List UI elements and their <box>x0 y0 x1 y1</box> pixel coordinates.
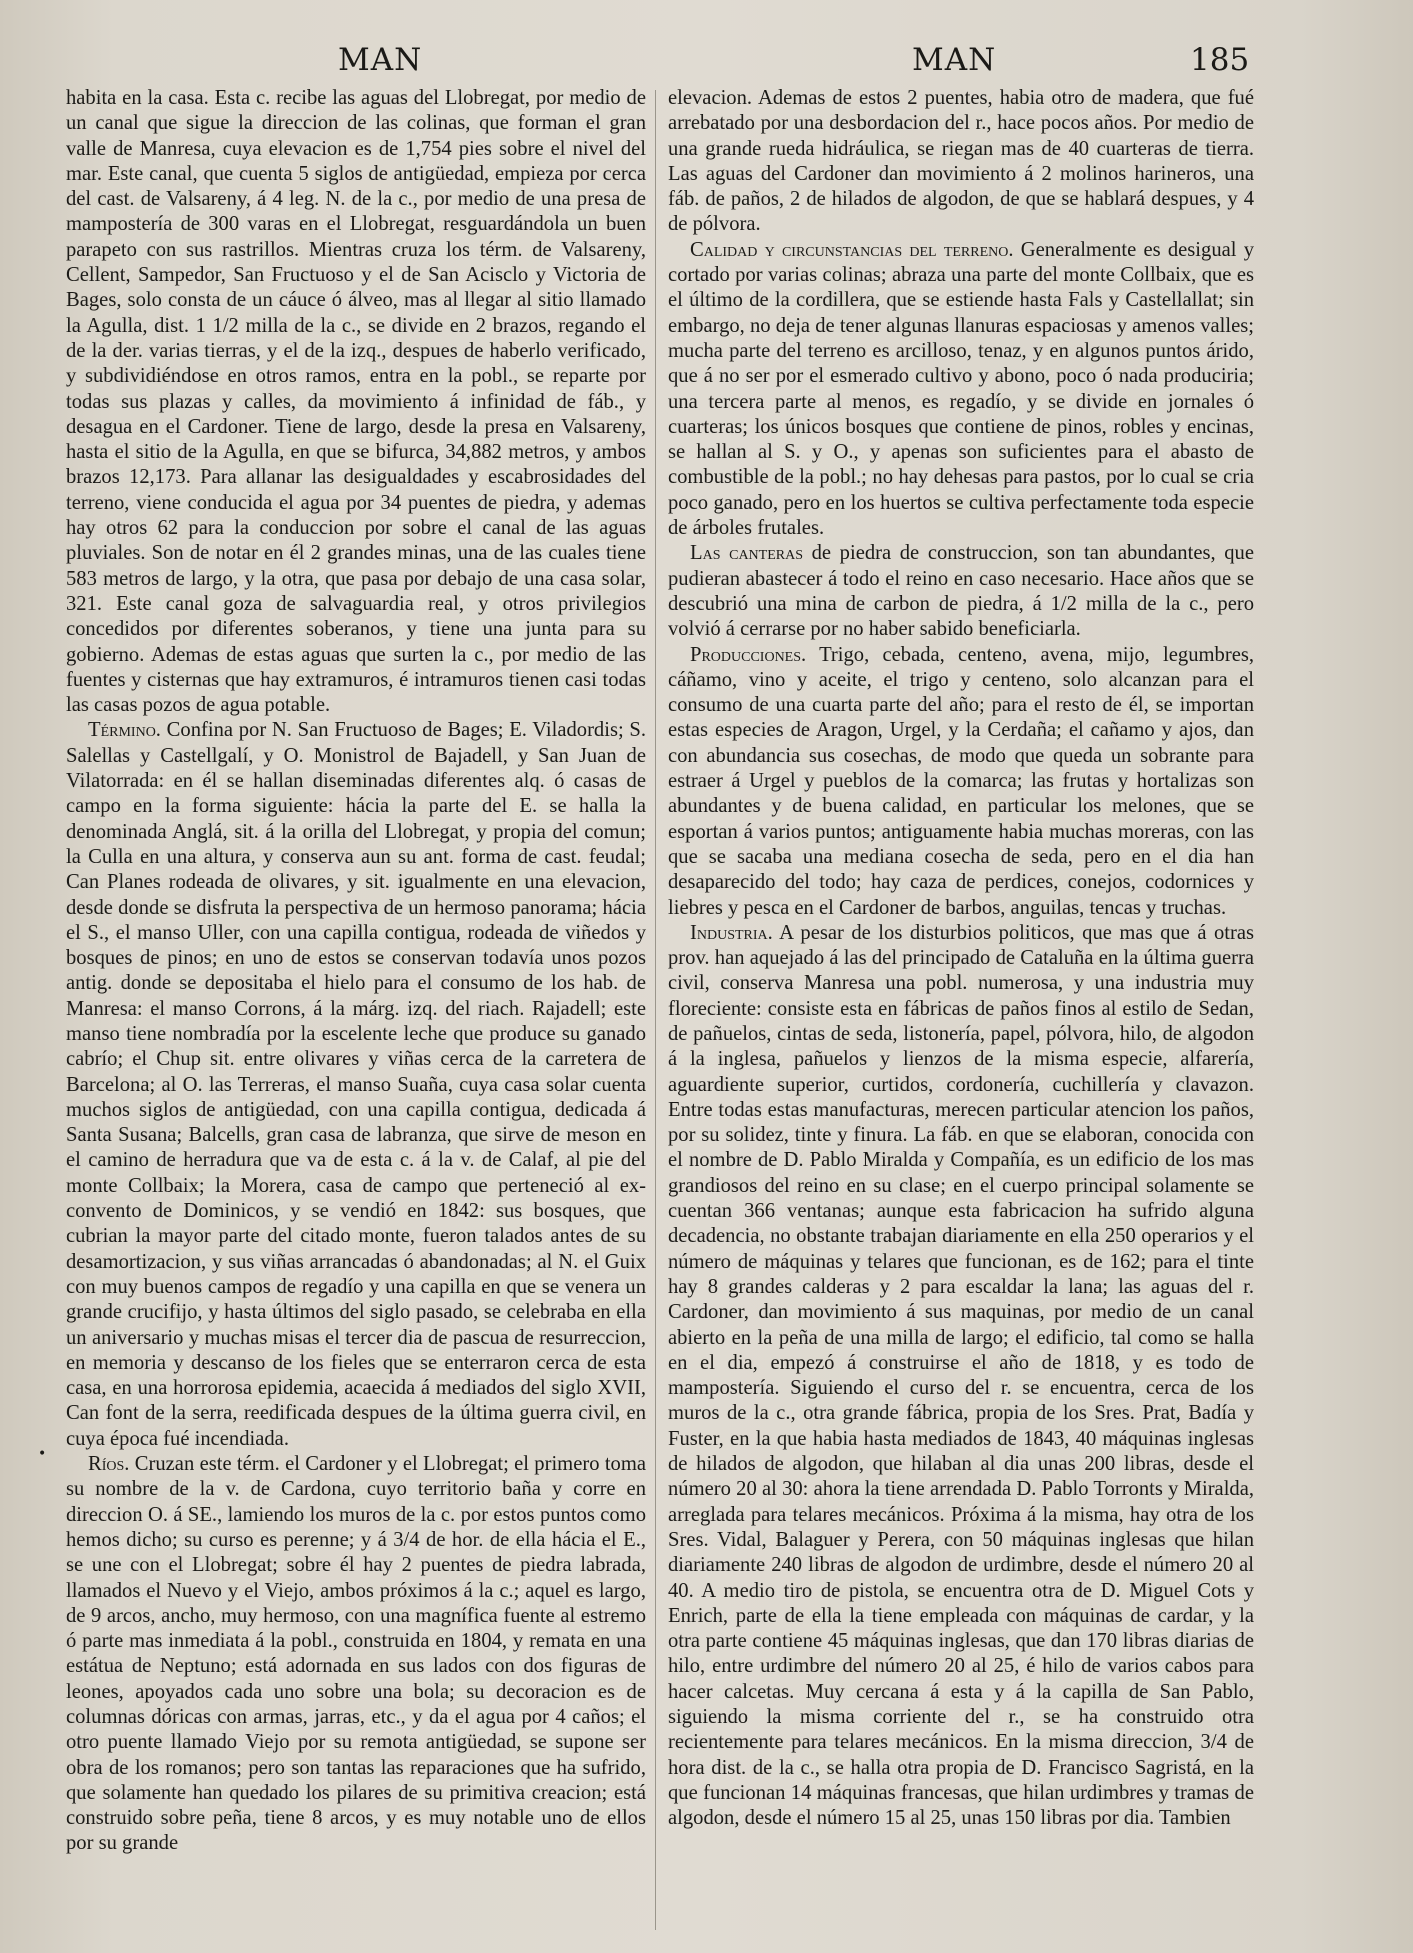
right-column <box>668 86 1254 1936</box>
section-label-termino: Término. <box>88 719 161 742</box>
paragraph-puentes: elevacion. Ademas de estos 2 puentes, habia otro de madera, que fué arrebatado por una desbordacion del r., hace pocos años. Por medio de una grande rueda hidráulica, se riegan mas de 40 cuarteras de tierra. Las aguas del Cardoner dan movimiento á 2 molinos harineros, una fáb. de paños, 2 de hilados de algodon, de que se hablará despues, y 4 de pólvora. <box>668 87 1254 236</box>
paragraph-industria: Industria. A pesar de los disturbios politicos, que mas que á otras prov. han aquejado á las del principado de Cataluña en la última guerra civil, conserva Manresa una pobl. numerosa, y una industria muy floreciente: consiste esta en fábricas de paños finos al estilo de Sedan, de pañuelos, cintas de seda, listonería, papel, pólvora, hilo, de algodon á la inglesa, pañuelos y lienzos de la misma especie, alfarería, aguardiente superior, curtidos, cordonería, cuchillería y clavazon. Entre todas estas manufacturas, merecen particular atencion los paños, por su solidez, tinte y finura. La fáb. en que se elaboran, conocida con el nombre de D. Pablo Miralda y Compañía, es un edificio de los mas grandiosos del reino en su clase; en el cuerpo principal solamente se cuentan 366 ventanas; aunque esta fabricacion ha sufrido alguna decadencia, no obstante trabajan diariamente en ella 250 operarios y el número de máquinas y telares que funcionan, es de 162; para el tinte hay 8 grandes calderas y 2 para escaldar la lana; las aguas del r. Cardoner, dan movimiento á sus maquinas, por medio de un canal abierto en la peña de una milla de largo; el edificio, tal como se halla en el dia, empezó á construirse el año de 1818, y es todo de mampostería. Siguiendo el curso del r. se encuentra, cerca de los muros de la c., otra grande fábrica, propia de los Sres. Prat, Badía y Fuster, en la que habia hasta mediados de 1843, 40 máquinas inglesas de hilados de algodon, que hilaban al dia unas 200 libras, desde el número 20 al 30: ahora la tiene arrendada D. Pablo Torronts y Miralda, arreglada para telares mecánicos. Próxima á la misma, hay otra de los Sres. Vidal, Balaguer y Perera, con 50 máquinas inglesas que hilan diariamente 240 libras de algodon de urdimbre, desde el número 20 al 40. A medio tiro de pistola, se encuentra otra de D. Miguel Cots y Enrich, parte de ella la tiene empleada con máquinas de cardar, y la otra parte contiene 45 máquinas inglesas, que dan 170 libras diarias de hilo, entre urdimbre del número 20 al 25, é hilo de varios cabos para hacer calcetas. Muy cercana á esta y á la capilla de San Pablo, siguiendo la misma corriente del r., se ha construido otra recientemente para telares mecánicos. En la misma direccion, 3/4 de hora dist. de la c., se halla otra propia de D. Francisco Sagristá, en la que funcionan 14 máquinas francesas, que hilan urdimbres y tramas de algodon, desde el número 15 al 25, unas 150 libras por dia. Tambien <box>668 921 1254 1830</box>
margin-dot: • <box>38 1446 47 1462</box>
header-left-title: MAN <box>338 42 423 78</box>
running-header <box>0 42 1413 82</box>
paragraph-calidad-terreno: Calidad y circunstancias del terreno. Generalmente es desigual y cortado por varias colinas; abraza una parte del monte Collbaix, que es el último de la cordillera, que se estiende hasta Fals y Castellallat; sin embargo, no deja de tener algunas llanuras espaciosas y amenos valles; mucha parte del terreno es arcilloso, tenaz, y en algunos puntos árido, que á no ser por el esmerado cultivo y abono, poco ó nada produciria; una tercera parte al menos, es regadío, y se divide en jornales ó cuarteras; los únicos bosques que contiene de pinos, robles y encinas, se hallan al S. y O., y apenas son suficientes para el abasto de combustible de la pobl.; no hay dehesas para pastos, por lo cual se cria poco ganado, pero en los huertos se cultiva perfectamente toda especie de árboles frutales. <box>668 238 1254 540</box>
left-column <box>66 86 646 1936</box>
paragraph-rios: Ríos. Cruzan este térm. el Cardoner y el Llobregat; el primero toma su nombre de la v. de Cardona, cuyo territorio baña y corre en direccion O. á SE., lamiendo los muros de la c. por estos puntos como hemos dicho; su curso es perenne; y á 3/4 de hor. de ella hácia el E., se une con el Llobregat; sobre él hay 2 puentes de piedra labrada, llamados el Nuevo y el Viejo, ambos próximos á la c.; aquel es largo, de 9 arcos, ancho, muy hermoso, con una magnífica fuente al estremo ó parte mas inmediata á la pobl., construida en 1804, y remata en una estátua de Neptuno; está adornada en sus lados con dos figuras de leones, apoyados cada uno sobre una bola; su decoracion es de columnas dóricas con armas, jarras, etc., y da el agua por 4 caños; el otro puente llamado Viejo por su remota antigüedad, se supone ser obra de los romanos; pero son tantas las reparaciones que ha sufrido, que solamente han quedado los pilares de su primitiva creacion; está construido sobre peña, tiene 8 arcos, y es muy notable uno de ellos por su grande <box>66 1453 646 1855</box>
section-label-industria: Industria. <box>690 921 773 944</box>
paragraph-producciones: Producciones. Trigo, cebada, centeno, avena, mijo, legumbres, cáñamo, vino y aceite, el trigo y centeno, solo alcanzan para el consumo de una cuarta parte del año; para el resto de él, se importan estas especies de Aragon, Urgel, y la Cerdaña; el cañamo y ajos, dan con abundancia sus cosechas, de modo que queda un sobrante para estraer á Urgel y pueblos de la comarca; las frutas y hortalizas son abundantes y de buena calidad, en particular los melones, que se esportan á varios puntos; antiguamente habia muchas moreras, con las que se sacaba una mediana cosecha de seda, pero en el dia han desaparecido del todo; hay caza de perdices, conejos, codornices y liebres y pesca en el Cardoner de barbos, anguilas, tencas y truchas. <box>668 643 1254 919</box>
section-label-producciones: Producciones. <box>690 643 807 666</box>
paragraph-canteras: Las canteras de piedra de construccion, son tan abundantes, que pudieran abastecer á todo el reino en caso necesario. Hace años que se descubrió una mina de carbon de piedra, á 1/2 milla de la c., pero volvió á cerrarse por no haber sabido beneficiarla. <box>668 542 1254 641</box>
paragraph-canal: habita en la casa. Esta c. recibe las aguas del Llobregat, por medio de un canal que sigue la direccion de las colinas, que forman el gran valle de Manresa, cuya elevacion es de 1,754 pies sobre el nivel del mar. Este canal, que cuenta 5 siglos de antigüedad, empieza por cerca del cast. de Valsareny, á 4 leg. N. de la c., por medio de una presa de mampostería de 300 varas en el Llobregat, resguardándola un buen parapeto con sus rastrillos. Mientras cruza los térm. de Valsareny, Cellent, Sampedor, San Fructuoso y el de San Acisclo y Victoria de Bages, solo consta de un cáuce ó álveo, mas al llegar al sitio llamado la Agulla, dist. 1 1/2 milla de la c., se divide en 2 brazos, regando el de la der. varias tierras, y el de la izq., despues de haberlo verificado, y subdividiéndose en otros ramos, entra en la pobl., se reparte por todas sus plazas y calles, da movimiento á infinidad de fáb., y desagua en el Cardoner. Tiene de largo, desde la presa en Valsareny, hasta el sitio de la Agulla, en que se bifurca, 34,882 metros, y ambos brazos 12,173. Para allanar las desigualdades y escabrosidades del terreno, viene conducida el agua por 34 puentes de piedra, y ademas hay otros 62 para la conduccion por sobre el canal de las aguas pluviales. Son de notar en él 2 grandes minas, una de las cuales tiene 583 metros de largo, y la otra, que pasa por debajo de una casa solar, 321. Este canal goza de salvaguardia real, y otros privilegios concedidos por diferentes soberanos, y tiene una junta para su gobierno. Ademas de estas aguas que surten la c., por medio de las fuentes y cisternas que hay extramuros, é intramuros tienen casi todas las casas pozos de agua potable. <box>66 87 646 717</box>
section-label-canteras: Las canteras <box>690 542 803 565</box>
paragraph-termino: Término. Confina por N. San Fructuoso de Bages; E. Viladordis; S. Salellas y Castellgalí, y O. Monistrol de Bajadell, y San Juan de Vilatorrada: en él se hallan diseminadas diferentes alq. ó casas de campo en la forma siguiente: hácia la parte del E. se halla la denominada Anglá, sit. á la orilla del Llobregat, y propia del comun; la Culla en una altura, y conserva aun su ant. forma de cast. feudal; Can Planes rodeada de olivares, y sit. igualmente en una elevacion, desde donde se disfruta la perspectiva de un hermoso panorama; hácia el S., el manso Uller, con una capilla contigua, rodeada de viñedos y bosques de pinos; en uno de estos se conservan todavía unos pozos antig. donde se depositaba el hielo para el consumo de los hab. de Manresa: el manso Corrons, á la márg. izq. del riach. Rajadell; este manso tiene nombradía por la escelente leche que produce su ganado cabrío; el Chup sit. entre olivares y viñas cerca de la carretera de Barcelona; al O. las Terreras, el manso Suaña, cuya casa solar cuenta muchos siglos de antigüedad, con una capilla contigua, dedicada á Santa Susana; Balcells, gran casa de labranza, que sirve de meson en el camino de herradura que va de esta c. á la v. de Calaf, al pie del monte Collbaix; la Morera, casa de campo que perteneció al ex-convento de Dominicos, y se vendió en 1842: sus bosques, que cubrian la mayor parte del citado monte, fueron talados antes de su desamortizacion, y sus viñas arrancadas ó abandonadas; al N. el Guix con muy buenos campos de regadío y una capilla en que se venera un grande crucifijo, y hasta últimos del siglo pasado, se celebraba en ella un aniversario y muchas misas el tercer dia de pascua de resurreccion, en memoria y descanso de los fieles que se enterraron cerca de esta casa, en una horrorosa epidemia, acaecida á mediados del siglo XVII, Can font de la serra, reedificada despues de la última guerra civil, en cuya época fué incendiada. <box>66 719 646 1450</box>
page-number: 185 <box>1190 42 1250 78</box>
column-divider <box>655 90 656 1930</box>
section-label-rios: Ríos. <box>88 1453 130 1476</box>
header-right-title: MAN <box>912 42 997 78</box>
section-label-calidad: Calidad y circunstancias del terreno. <box>690 238 1014 261</box>
